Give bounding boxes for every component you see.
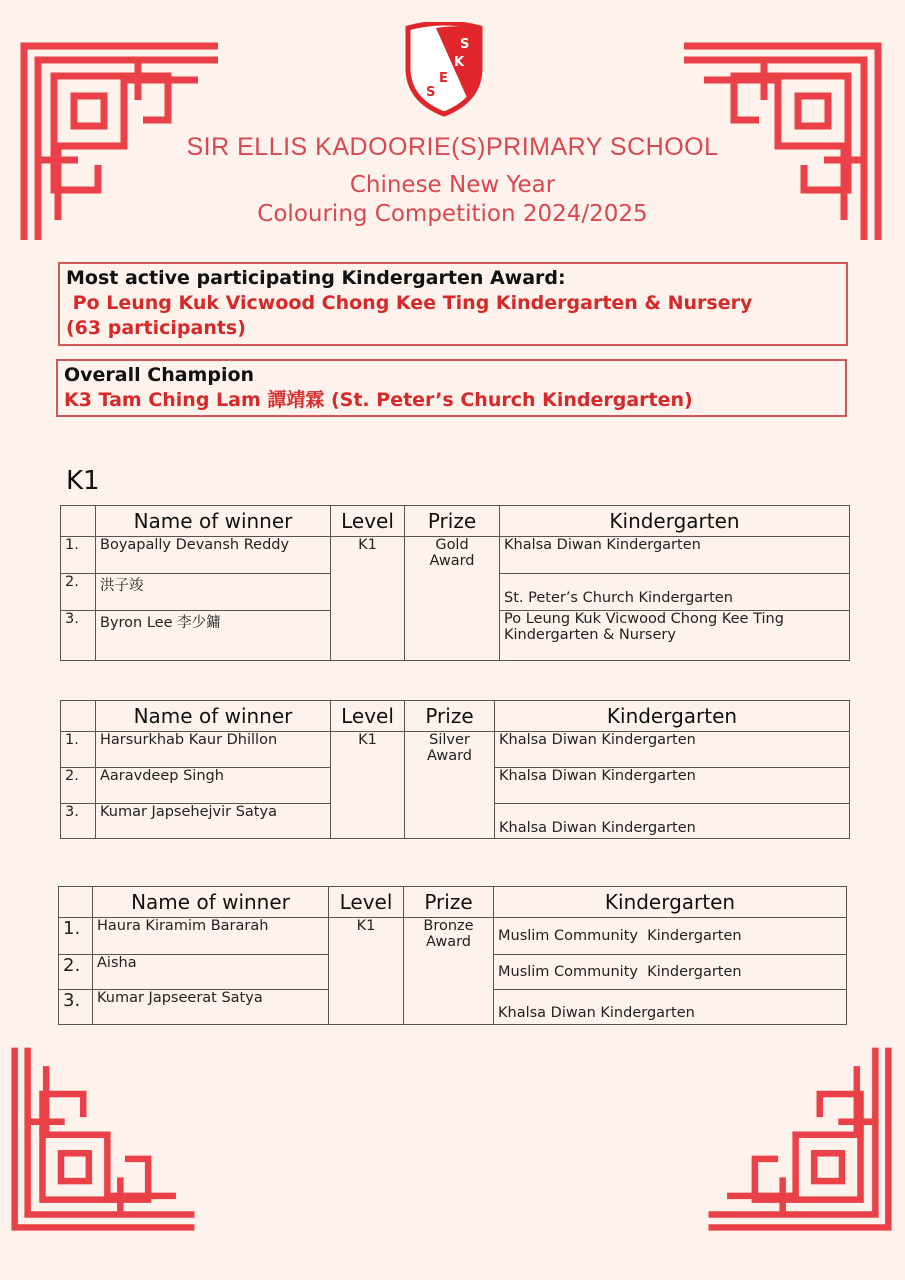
row-number: 1.: [61, 732, 96, 768]
kindergarten-cell: Po Leung Kuk Vicwood Chong Kee Ting Kindergarten & Nursery: [500, 611, 850, 661]
event-title-line2: Colouring Competition 2024/2025: [257, 201, 648, 227]
winner-name: Haura Kiramim Bararah: [93, 918, 329, 955]
row-number: 1.: [61, 537, 96, 574]
event-title-line1: Chinese New Year: [349, 172, 556, 198]
logo-letter-s1: S: [460, 37, 470, 52]
champion-label: Overall Champion: [64, 364, 255, 386]
column-header-num: [61, 506, 96, 537]
winner-name: Aaravdeep Singh: [96, 768, 331, 804]
table-header-row: [61, 701, 850, 732]
table-header-row: [61, 506, 850, 537]
kindergarten-cell: Khalsa Diwan Kindergarten: [495, 804, 850, 839]
kindergarten-cell: Muslim Community Kindergarten: [494, 918, 847, 955]
column-header-prize: Prize: [405, 701, 495, 732]
section-heading-k1: K1: [66, 466, 100, 496]
column-header-prize: Prize: [405, 506, 500, 537]
prize-cell: Silver Award: [405, 732, 495, 839]
row-number: 2.: [61, 574, 96, 611]
overall-champion-award: [56, 359, 847, 417]
column-header-num: [59, 887, 93, 918]
table-row: [61, 732, 850, 768]
prize-cell: Gold Award: [405, 537, 500, 661]
column-header-kindergarten: Kindergarten: [500, 506, 850, 537]
active-award-label: Most active participating Kindergarten Award:: [66, 267, 566, 289]
winner-name: Kumar Japsehejvir Satya: [96, 804, 331, 839]
level-cell: K1: [331, 537, 405, 661]
row-number: 2.: [61, 768, 96, 804]
table-header-row: [59, 887, 847, 918]
winner-name: Byron Lee 李少鏞: [96, 611, 331, 661]
lattice-corner-bottom-left-icon: [8, 1043, 203, 1233]
most-active-kindergarten-award: [58, 262, 848, 346]
winner-name: Boyapally Devansh Reddy: [96, 537, 331, 574]
row-number: 3.: [59, 990, 93, 1025]
kindergarten-cell: Muslim Community Kindergarten: [494, 955, 847, 990]
column-header-level: Level: [329, 887, 404, 918]
column-header-name: Name of winner: [96, 506, 331, 537]
kindergarten-cell: Khalsa Diwan Kindergarten: [494, 990, 847, 1025]
winner-name: Harsurkhab Kaur Dhillon: [96, 732, 331, 768]
column-header-level: Level: [331, 506, 405, 537]
table-row: [61, 537, 850, 574]
level-cell: K1: [331, 732, 405, 839]
champion-value: K3 Tam Ching Lam 譚靖霖 (St. Peter’s Church Kindergarten): [64, 389, 693, 411]
column-header-name: Name of winner: [93, 887, 329, 918]
winner-name: Kumar Japseerat Satya: [93, 990, 329, 1025]
table-row: [59, 918, 847, 955]
row-number: 3.: [61, 611, 96, 661]
winner-name: 洪子竣: [96, 574, 331, 611]
kindergarten-cell: St. Peter’s Church Kindergarten: [500, 574, 850, 611]
logo-letter-k: K: [454, 55, 465, 70]
level-cell: K1: [329, 918, 404, 1025]
logo-letter-s2: S: [426, 85, 436, 100]
active-award-value: Po Leung Kuk Vicwood Chong Kee Ting Kindergarten & Nursery: [66, 292, 753, 314]
school-name: SIR ELLIS KADOORIE(S)PRIMARY SCHOOL: [186, 133, 719, 161]
lattice-corner-bottom-right-icon: [700, 1043, 895, 1233]
kindergarten-cell: Khalsa Diwan Kindergarten: [495, 732, 850, 768]
row-number: 2.: [59, 955, 93, 990]
kindergarten-cell: Khalsa Diwan Kindergarten: [500, 537, 850, 574]
column-header-kindergarten: Kindergarten: [495, 701, 850, 732]
bronze-award-table: [58, 886, 847, 1025]
gold-award-table: [60, 505, 850, 661]
prize-cell: Bronze Award: [404, 918, 494, 1025]
column-header-kindergarten: Kindergarten: [494, 887, 847, 918]
active-award-participants: (63 participants): [66, 317, 246, 339]
row-number: 1.: [59, 918, 93, 955]
shield-logo-icon: [402, 22, 486, 118]
column-header-level: Level: [331, 701, 405, 732]
logo-letter-e: E: [439, 71, 448, 86]
kindergarten-cell: Khalsa Diwan Kindergarten: [495, 768, 850, 804]
column-header-name: Name of winner: [96, 701, 331, 732]
column-header-prize: Prize: [404, 887, 494, 918]
row-number: 3.: [61, 804, 96, 839]
winner-name: Aisha: [93, 955, 329, 990]
silver-award-table: [60, 700, 850, 839]
column-header-num: [61, 701, 96, 732]
school-logo: [402, 22, 486, 122]
